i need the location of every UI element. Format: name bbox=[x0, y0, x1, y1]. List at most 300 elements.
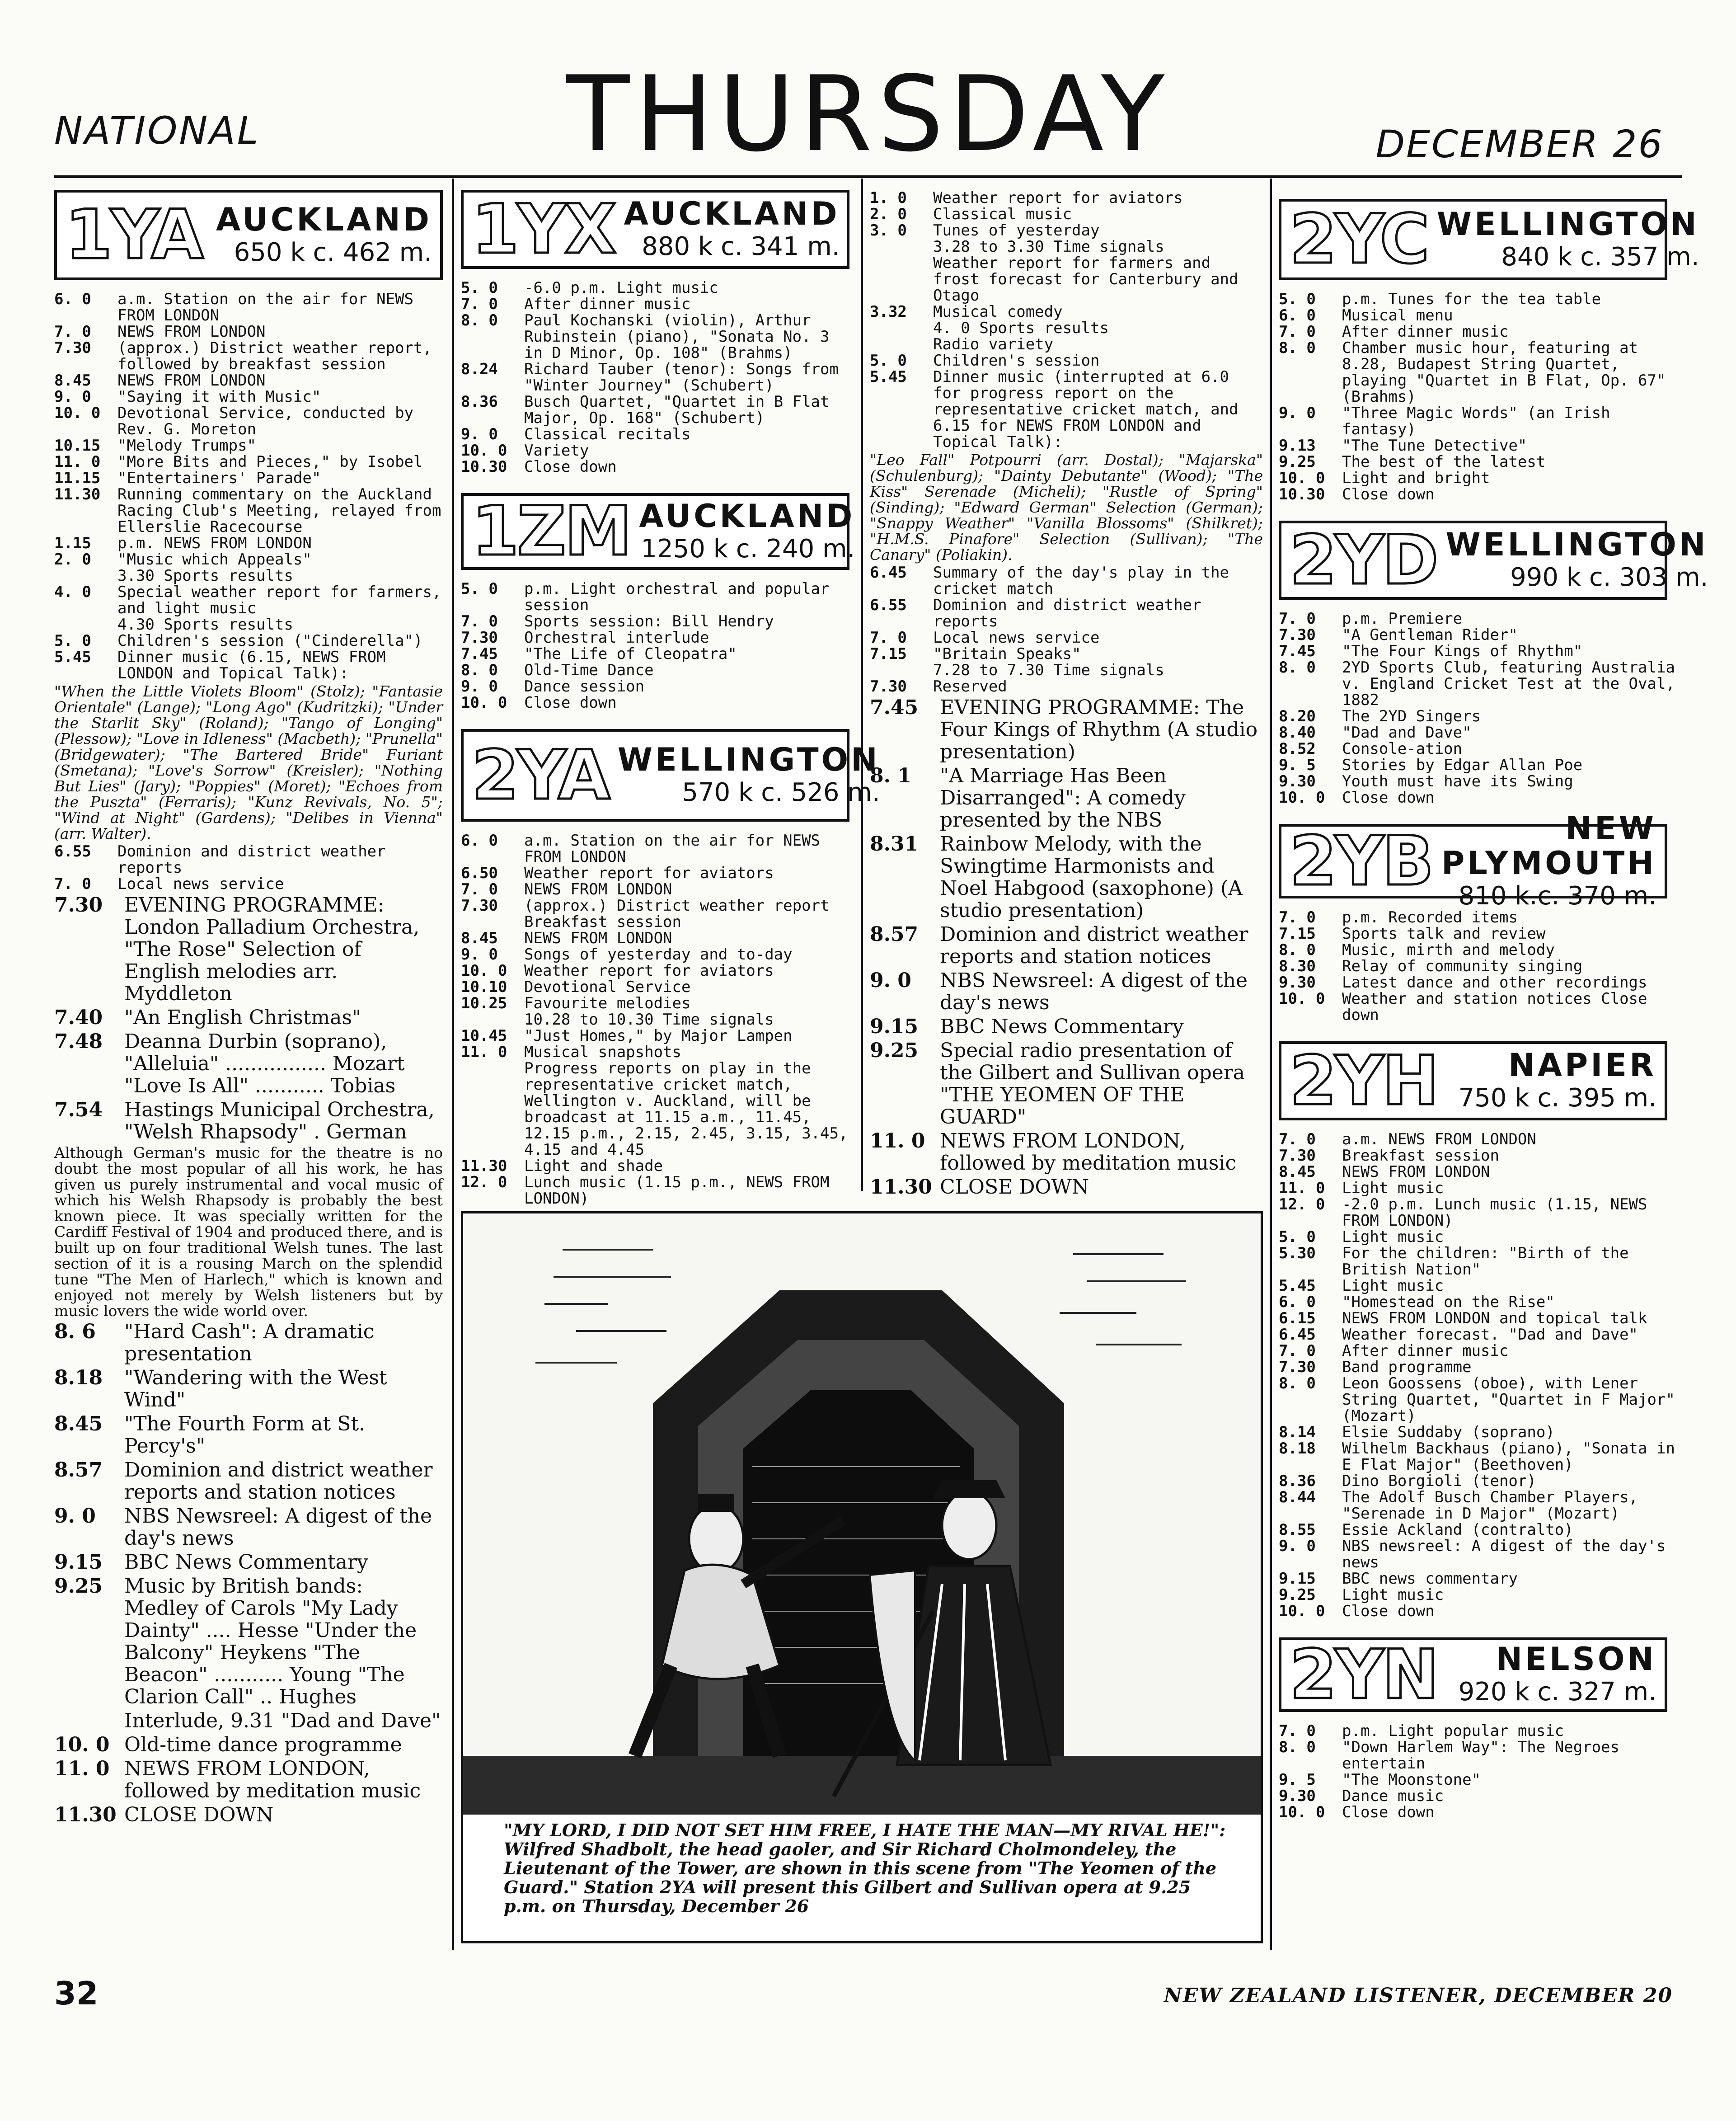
programme-time: 10.30 bbox=[461, 458, 507, 476]
programme-description: Dance session bbox=[524, 677, 645, 696]
programme-description: Light music bbox=[1342, 1277, 1444, 1295]
programme-description: Local news service bbox=[933, 629, 1100, 647]
programme-time: 7. 0 bbox=[54, 323, 91, 341]
programme-description: Musical snapshots bbox=[524, 1043, 681, 1061]
programme-time: 5. 0 bbox=[1279, 290, 1316, 308]
programme-time: 8. 0 bbox=[1279, 1374, 1316, 1392]
column-2 bbox=[461, 190, 880, 1208]
programme-description: BBC News Commentary bbox=[940, 1015, 1184, 1038]
programme-description: Rainbow Melody, with the Swingtime Harmonists and Noel Habgood (saxophone) (A studio presentation) bbox=[940, 832, 1243, 922]
programme-time: 8. 0 bbox=[1279, 339, 1316, 357]
programme-time: 12. 0 bbox=[1279, 1195, 1325, 1213]
station-1zm bbox=[461, 492, 855, 712]
programme-item bbox=[461, 312, 852, 361]
programme-description: Interlude, 9.31 "Dad and Dave" bbox=[124, 1709, 441, 1732]
programme-time bbox=[461, 1011, 524, 1028]
programme-item bbox=[1279, 708, 1683, 724]
programme-time: 8. 0 bbox=[461, 311, 498, 329]
programme-description: (approx.) District weather report, followed by breakfast session bbox=[117, 339, 432, 373]
programme-item bbox=[870, 239, 1263, 255]
programme-time: 5. 0 bbox=[461, 279, 498, 297]
programme-description: Children's session ("Cinderella") bbox=[117, 632, 423, 650]
programme-item bbox=[461, 1044, 852, 1060]
programme-description: Youth must have its Swing bbox=[1342, 772, 1573, 790]
programme-description: "Down Harlem Way": The Negroes entertain bbox=[1342, 1738, 1620, 1773]
programme-item bbox=[1279, 1196, 1683, 1229]
programme-time: 9.13 bbox=[1279, 437, 1316, 455]
programme-item bbox=[1279, 1131, 1683, 1148]
programme-time: 9.25 bbox=[1279, 1586, 1316, 1604]
programme-item bbox=[461, 296, 852, 312]
programme-item bbox=[54, 616, 443, 633]
programme-item bbox=[461, 459, 852, 475]
programme-time: 12. 0 bbox=[461, 1173, 507, 1191]
programme-description: a.m. NEWS FROM LONDON bbox=[1342, 1130, 1536, 1148]
programme-time: 6. 0 bbox=[1279, 1293, 1316, 1311]
programme-description: The best of the latest bbox=[1342, 453, 1546, 471]
programme-time: 7.30 bbox=[1279, 626, 1316, 644]
programme-time: 6.55 bbox=[54, 842, 91, 861]
programme-item bbox=[461, 280, 852, 296]
programme-item bbox=[461, 1028, 852, 1044]
programme-time: 9.25 bbox=[870, 1039, 919, 1062]
programme-item bbox=[1279, 1375, 1683, 1424]
evening-programme bbox=[54, 1321, 443, 1826]
programme-item bbox=[461, 394, 852, 426]
programme-item bbox=[1279, 486, 1683, 503]
programme-description: -2.0 p.m. Lunch music (1.15, NEWS FROM LONDON) bbox=[1342, 1195, 1647, 1230]
programme-item bbox=[54, 1734, 443, 1756]
programme-description: "Hard Cash": A dramatic presentation bbox=[124, 1320, 375, 1365]
programme-time: 9. 0 bbox=[461, 425, 498, 443]
programme-description: "An English Christmas" bbox=[124, 1006, 361, 1029]
station-name: WELLINGTON bbox=[1436, 205, 1699, 243]
programme-item bbox=[870, 1016, 1263, 1038]
programme-time: 7.45 bbox=[1279, 642, 1316, 660]
programme-description: Favourite melodies bbox=[524, 994, 691, 1012]
programme-time: 8.18 bbox=[1279, 1439, 1316, 1458]
programme-time: 7.30 bbox=[54, 339, 91, 357]
programme-item bbox=[54, 1459, 443, 1503]
programme-description: a.m. Station on the air for NEWS FROM LONDON bbox=[117, 290, 414, 324]
programme-time: 9. 5 bbox=[1279, 1771, 1316, 1789]
programme-item bbox=[1279, 1424, 1683, 1440]
programme-item bbox=[870, 833, 1263, 922]
programme-time: 9. 0 bbox=[461, 677, 498, 696]
programme-description: p.m. Light popular music bbox=[1342, 1722, 1564, 1740]
programme-description: Devotional Service, conducted by Rev. G. Moreton bbox=[117, 404, 414, 438]
programme-item bbox=[1279, 1180, 1683, 1196]
programme-description: Close down bbox=[1342, 485, 1435, 503]
programme-item bbox=[870, 336, 1263, 353]
programme-description: BBC news commentary bbox=[1342, 1570, 1518, 1588]
programme-description: Dominion and district weather reports and station notices bbox=[940, 923, 1248, 968]
programme-description: Old-Time Dance bbox=[524, 661, 654, 679]
programme-description: Light music bbox=[1342, 1586, 1444, 1604]
programme-time: 8.14 bbox=[1279, 1423, 1316, 1441]
programme-item bbox=[461, 1158, 852, 1174]
station-2yc bbox=[1279, 199, 1699, 503]
programme-description: Stories by Edgar Allan Poe bbox=[1342, 756, 1583, 774]
station-call-sign: 2YC bbox=[1290, 200, 1428, 279]
station-frequency: 1250 k c. 240 m. bbox=[641, 534, 855, 564]
programme-time: 8. 0 bbox=[1279, 941, 1316, 959]
programme-description: The Adolf Busch Chamber Players, "Serenade in D Major" (Mozart) bbox=[1342, 1488, 1638, 1523]
programme-time: 8.36 bbox=[1279, 1472, 1316, 1490]
programme-time bbox=[870, 255, 933, 304]
programme-description: NEWS FROM LONDON, followed by meditation music bbox=[940, 1129, 1237, 1175]
programme-time: 9.15 bbox=[1279, 1570, 1316, 1588]
programme-description: Console-ation bbox=[1342, 740, 1463, 758]
programme-item bbox=[1279, 1538, 1683, 1571]
programme-description: Chamber music hour, featuring at 8.28, Budapest String Quartet, playing "Quartet in B Flat, Op. 67" (Brahms) bbox=[1342, 339, 1666, 406]
programme-time: 5.30 bbox=[1279, 1244, 1316, 1262]
programme-time: 7. 0 bbox=[1279, 323, 1316, 341]
programme-time: 5.45 bbox=[54, 648, 91, 666]
programme-description: Variety bbox=[524, 442, 589, 460]
programme-time: 1.15 bbox=[54, 534, 91, 552]
programme-time: 11.15 bbox=[54, 469, 101, 487]
programme-description: Classical recitals bbox=[524, 425, 691, 443]
programme-description: Dominion and district weather reports and station notices bbox=[124, 1458, 433, 1504]
programme-item bbox=[54, 1413, 443, 1457]
programme-description: Relay of community singing bbox=[1342, 957, 1583, 975]
programme-time: 9. 0 bbox=[54, 1505, 96, 1528]
programme-time: 6.15 bbox=[1279, 1309, 1316, 1327]
station-frequency: 880 k c. 341 m. bbox=[642, 232, 840, 262]
programme-time: 9.30 bbox=[1279, 973, 1316, 992]
programme-item bbox=[870, 564, 1263, 597]
programme-item bbox=[54, 535, 443, 551]
programme-description: p.m. Tunes for the tea table bbox=[1342, 290, 1601, 308]
station-frequency: 920 k c. 327 m. bbox=[1458, 1677, 1656, 1707]
programme-description: Elsie Suddaby (soprano) bbox=[1342, 1423, 1555, 1441]
programme-description: "Homestead on the Rise" bbox=[1342, 1293, 1555, 1311]
programme-list bbox=[1279, 909, 1683, 1023]
station-frequency: 570 k c. 526 m. bbox=[682, 778, 880, 808]
station-frequency: 650 k c. 462 m. bbox=[234, 237, 432, 267]
programme-item bbox=[461, 630, 852, 646]
programme-time: 10.30 bbox=[1279, 485, 1325, 503]
programme-description: NBS newsreel: A digest of the day's news bbox=[1342, 1537, 1666, 1571]
programme-item bbox=[1279, 1359, 1683, 1375]
programme-time: 9. 0 bbox=[1279, 1537, 1316, 1555]
programme-time: 7. 0 bbox=[870, 629, 907, 647]
station-call-sign: 2YH bbox=[1290, 1041, 1437, 1120]
programme-description: CLOSE DOWN bbox=[124, 1803, 274, 1826]
programme-item bbox=[1279, 1772, 1683, 1788]
programme-time: 8. 0 bbox=[1279, 1738, 1316, 1756]
programme-time: 10. 0 bbox=[1279, 469, 1325, 487]
programme-time: 10.25 bbox=[461, 994, 507, 1012]
programme-item bbox=[1279, 340, 1683, 405]
programme-description: 2YD Sports Club, featuring Australia v. England Cricket Test at the Oval, 1882 bbox=[1342, 658, 1675, 709]
programme-description: Weather report for aviators bbox=[933, 189, 1183, 207]
programme-time: 7.30 bbox=[461, 897, 498, 915]
programme-time bbox=[870, 336, 933, 353]
programme-item bbox=[54, 1804, 443, 1826]
programme-time: 6. 0 bbox=[1279, 306, 1316, 324]
programme-item bbox=[461, 442, 852, 459]
programme-item bbox=[870, 320, 1263, 336]
programme-description: NEWS FROM LONDON and topical talk bbox=[1342, 1309, 1647, 1327]
programme-time: 11.30 bbox=[461, 1157, 507, 1175]
programme-item bbox=[54, 1099, 443, 1143]
opera-scene-illustration bbox=[463, 1213, 1261, 1815]
programme-description: Running commentary on the Auckland Racing Club's Meeting, relayed from Ellerslie Racecourse bbox=[117, 485, 441, 536]
programme-item bbox=[461, 995, 852, 1011]
station-header-2yb bbox=[1279, 809, 1667, 911]
column-divider bbox=[1270, 179, 1272, 1950]
programme-time: 2. 0 bbox=[54, 550, 91, 569]
programme-time: 8. 1 bbox=[870, 764, 911, 787]
programme-time: 7. 0 bbox=[1279, 1342, 1316, 1360]
station-header-1zm bbox=[461, 492, 855, 571]
programme-description: -6.0 p.m. Light music bbox=[524, 279, 718, 297]
column-divider bbox=[452, 179, 454, 1950]
programme-list bbox=[1279, 1723, 1683, 1820]
programme-time: 9. 0 bbox=[461, 945, 498, 964]
station-call-sign: 1YA bbox=[65, 196, 202, 274]
programme-description: After dinner music bbox=[1342, 1342, 1509, 1360]
programme-description: NEWS FROM LONDON bbox=[524, 929, 672, 947]
programme-description: BBC News Commentary bbox=[124, 1551, 368, 1574]
programme-description: "Music which Appeals" bbox=[117, 550, 312, 569]
programme-description: "The Tune Detective" bbox=[1342, 437, 1527, 455]
station-1yx bbox=[461, 190, 852, 475]
programme-item bbox=[870, 190, 1263, 206]
programme-time: 8.52 bbox=[1279, 740, 1316, 758]
station-name: WELLINGTON bbox=[1445, 526, 1708, 564]
programme-time: 8.20 bbox=[1279, 707, 1316, 725]
programme-description: Close down bbox=[524, 694, 617, 712]
programme-description: p.m. Recorded items bbox=[1342, 908, 1518, 926]
station-2ya-continued bbox=[870, 190, 1263, 1198]
programme-time: 8. 0 bbox=[1279, 658, 1316, 677]
programme-item bbox=[870, 662, 1263, 678]
programme-description: p.m. Premiere bbox=[1342, 610, 1463, 628]
programme-description: NBS Newsreel: A digest of the day's news bbox=[124, 1505, 432, 1550]
programme-description: Close down bbox=[524, 458, 617, 476]
programme-time bbox=[461, 1060, 524, 1158]
programme-time: 7. 0 bbox=[461, 295, 498, 313]
programme-description: Reserved bbox=[933, 677, 1007, 696]
programme-description: "Dad and Dave" bbox=[1342, 724, 1472, 742]
programme-note: Although German's music for the theatre is no doubt the most popular of all his work, he has given us purely instrumental and vocal music of which his Welsh Rhapsody is probably the best known piece. It was specially written for the Cardiff Festival of 1904 and produced there, and is built up on four traditional Welsh tunes. The last section of it is a rousing March on the splendid tune "The Men of Harlech," which is known and enjoyed not merely by Welsh listeners but by music lovers the wide world over. bbox=[54, 1144, 443, 1320]
station-call-sign: 1YX bbox=[472, 190, 615, 269]
programme-item bbox=[461, 678, 852, 695]
programme-time: 10. 0 bbox=[54, 404, 101, 422]
station-name: AUCKLAND bbox=[624, 195, 840, 233]
programme-description: 4.30 Sports results bbox=[117, 616, 293, 634]
programme-time: 6. 0 bbox=[461, 832, 498, 850]
programme-time bbox=[54, 568, 117, 584]
programme-item bbox=[54, 568, 443, 584]
programme-item bbox=[54, 1758, 443, 1802]
programme-item bbox=[870, 630, 1263, 646]
programme-item bbox=[54, 1367, 443, 1411]
programme-item bbox=[54, 1321, 443, 1365]
programme-time: 7.15 bbox=[870, 645, 907, 663]
programme-item bbox=[870, 646, 1263, 662]
programme-description: Special radio presentation of the Gilbert and Sullivan opera "THE YEOMEN OF THE GUARD" bbox=[940, 1039, 1245, 1129]
programme-description: 10.28 to 10.30 Time signals bbox=[524, 1011, 774, 1029]
programme-description: Summary of the day's play in the cricket match bbox=[933, 564, 1229, 598]
programme-item bbox=[870, 1176, 1263, 1198]
programme-description: Wilhelm Backhaus (piano), "Sonata in E Flat Major" (Beethoven) bbox=[1342, 1439, 1675, 1474]
programme-item bbox=[461, 832, 852, 865]
programme-item bbox=[870, 255, 1263, 304]
station-header-2ya bbox=[461, 729, 880, 822]
programme-time: 9.25 bbox=[1279, 453, 1316, 471]
programme-item bbox=[461, 865, 852, 881]
programme-item bbox=[1279, 1723, 1683, 1739]
programme-description: Weather and station notices Close down bbox=[1342, 990, 1647, 1024]
programme-item bbox=[54, 1551, 443, 1573]
programme-time: 8.45 bbox=[54, 372, 91, 390]
programme-description: NEWS FROM LONDON bbox=[1342, 1163, 1490, 1181]
station-call-sign: 2YA bbox=[472, 736, 609, 815]
programme-item bbox=[1279, 1571, 1683, 1587]
programme-item bbox=[461, 1174, 852, 1207]
programme-item bbox=[870, 678, 1263, 695]
programme-item bbox=[1279, 307, 1683, 324]
region-label: NATIONAL bbox=[54, 108, 260, 153]
programme-item bbox=[870, 353, 1263, 369]
programme-time bbox=[54, 616, 117, 633]
programme-item bbox=[54, 584, 443, 616]
programme-description: After dinner music bbox=[524, 295, 691, 313]
programme-item bbox=[1279, 454, 1683, 470]
evening-programme bbox=[870, 696, 1263, 1198]
programme-time: 11. 0 bbox=[1279, 1179, 1325, 1197]
programme-time: 11.30 bbox=[54, 1803, 117, 1826]
programme-description: Lunch music (1.15 p.m., NEWS FROM LONDON) bbox=[524, 1173, 830, 1208]
programme-time: 11. 0 bbox=[54, 453, 101, 471]
programme-item bbox=[1279, 1229, 1683, 1245]
programme-item bbox=[461, 979, 852, 995]
programme-time: 7.54 bbox=[54, 1098, 103, 1121]
programme-item bbox=[461, 662, 852, 678]
programme-time: 8.24 bbox=[461, 360, 498, 378]
station-2yd bbox=[1279, 521, 1708, 807]
programme-item bbox=[461, 361, 852, 394]
programme-time bbox=[870, 662, 933, 678]
programme-description: Musical menu bbox=[1342, 306, 1453, 324]
programme-item bbox=[54, 389, 443, 405]
programme-list bbox=[870, 190, 1263, 450]
header-rule bbox=[54, 175, 1682, 178]
programme-item bbox=[54, 372, 443, 389]
programme-description: Light music bbox=[1342, 1179, 1444, 1197]
programme-time: 7. 0 bbox=[461, 612, 498, 630]
programme-time: 6.55 bbox=[870, 596, 907, 614]
programme-time: 9. 5 bbox=[1279, 756, 1316, 774]
programme-item bbox=[461, 963, 852, 979]
programme-description: Band programme bbox=[1342, 1358, 1472, 1376]
programme-item bbox=[1279, 405, 1683, 437]
dinner-music-list: "When the Little Violets Bloom" (Stolz); "Fantasie Orientale" (Lange); "Long Ago" (Kudritzki); "Under the Starlit Sky" (Roland); "Tango of Longing" (Plessow); "Love in Idleness" (Macbeth); "Prunella" (Bridgewater); "The Bartered Bride" Furiant (Smetana); "Love's Sorrow" (Kreisler); "Nothing But Lies" (Jary); "Poppies" (Moret); "Echoes from the Puszta" (Ferraris); "Kunz Revivals, No. 5"; "Wind at Night" (Gardens); "Delibes in Vienna" (arr. Walter). bbox=[54, 682, 443, 842]
station-2yn bbox=[1279, 1637, 1683, 1820]
programme-item bbox=[1279, 611, 1683, 627]
programme-item bbox=[1279, 909, 1683, 926]
programme-item bbox=[54, 551, 443, 568]
station-call-sign: 2YD bbox=[1290, 521, 1437, 600]
programme-description: Progress reports on play in the representative cricket match, Wellington v. Auckland, will be broadcast at 11.15 a.m., 11.45, 12.15 p.m., 2.15, 2.45, 3.15, 3.45, 4.15 and 4.45 bbox=[524, 1059, 848, 1159]
programme-list bbox=[1279, 611, 1683, 806]
station-frequency: 840 k c. 357 m. bbox=[1501, 242, 1699, 272]
programme-description: NEWS FROM LONDON bbox=[524, 880, 672, 898]
programme-item bbox=[1279, 437, 1683, 454]
programme-item bbox=[1279, 1440, 1683, 1473]
programme-item bbox=[461, 581, 852, 613]
programme-time: 9. 0 bbox=[1279, 404, 1316, 422]
programme-time: 8.57 bbox=[54, 1458, 103, 1481]
page-number: 32 bbox=[54, 1975, 99, 2012]
programme-list bbox=[461, 581, 852, 711]
programme-description: NEWS FROM LONDON bbox=[117, 372, 266, 390]
programme-time: 10. 0 bbox=[1279, 990, 1325, 1008]
programme-description: 4. 0 Sports results bbox=[933, 319, 1109, 337]
programme-time: 5.45 bbox=[1279, 1277, 1316, 1295]
station-header-2yc bbox=[1279, 199, 1699, 280]
station-header-2yh bbox=[1279, 1041, 1667, 1120]
programme-description: Dominion and district weather reports bbox=[117, 842, 386, 877]
programme-item bbox=[461, 946, 852, 963]
programme-description: Dinner music (interrupted at 6.0 for progress report on the representative cricket match, and 6.15 for NEWS FROM LONDON and Topical Talk): bbox=[933, 368, 1239, 451]
programme-description: Light music bbox=[1342, 1228, 1444, 1246]
programme-time: 8.44 bbox=[1279, 1488, 1316, 1506]
programme-time: 8.30 bbox=[1279, 957, 1316, 975]
programme-description: Weather forecast. "Dad and Dave" bbox=[1342, 1326, 1638, 1344]
programme-time: 8.45 bbox=[54, 1412, 103, 1435]
programme-description: Leon Goossens (oboe), with Lener String Quartet, "Quartet in F Major" (Mozart) bbox=[1342, 1374, 1675, 1425]
programme-item bbox=[870, 597, 1263, 630]
programme-time: 9. 0 bbox=[54, 388, 91, 406]
programme-description: 3.28 to 3.30 Time signals bbox=[933, 238, 1164, 256]
programme-description: "The Fourth Form at St. Percy's" bbox=[124, 1412, 366, 1458]
programme-item bbox=[54, 649, 443, 682]
programme-item bbox=[1279, 1326, 1683, 1343]
programme-description: a.m. Station on the air for NEWS FROM LONDON bbox=[524, 832, 821, 866]
programme-item bbox=[870, 222, 1263, 239]
programme-description: p.m. NEWS FROM LONDON bbox=[117, 534, 312, 552]
station-call-sign: 2YN bbox=[1290, 1635, 1437, 1714]
programme-description: "More Bits and Pieces," by Isobel bbox=[117, 453, 423, 471]
programme-item bbox=[54, 291, 443, 324]
programme-time: 9. 0 bbox=[870, 969, 911, 992]
station-header-2yn bbox=[1279, 1637, 1667, 1712]
station-2yh bbox=[1279, 1041, 1683, 1619]
programme-item bbox=[1279, 942, 1683, 958]
programme-item bbox=[54, 1030, 443, 1097]
programme-item bbox=[1279, 1164, 1683, 1180]
programme-item bbox=[1279, 958, 1683, 974]
programme-list bbox=[1279, 1131, 1683, 1619]
programme-item bbox=[1279, 757, 1683, 773]
station-header-1ya bbox=[54, 190, 443, 280]
programme-description: Light and bright bbox=[1342, 469, 1490, 487]
programme-time: 8. 6 bbox=[54, 1320, 96, 1343]
illustration-panel bbox=[461, 1211, 1263, 1943]
programme-item bbox=[1279, 974, 1683, 991]
programme-item bbox=[461, 613, 852, 630]
programme-item bbox=[54, 340, 443, 372]
dinner-music-list: "Leo Fall" Potpourri (arr. Dostal); "Majarska" (Schulenburg); "Dainty Debutante" (Wood); "The Kiss" Serenade (Micheli); "Rustle of Spring" (Sinding); "Edward German" Selection (German); "Snappy Weather" "Vanilla Blossoms" (Shilkret); "H.M.S. Pinafore" Selection (Sullivan); "The Canary" (Poliakin). bbox=[870, 451, 1263, 564]
station-name: NELSON bbox=[1496, 1641, 1656, 1678]
programme-item bbox=[461, 881, 852, 898]
programme-list bbox=[54, 291, 443, 682]
